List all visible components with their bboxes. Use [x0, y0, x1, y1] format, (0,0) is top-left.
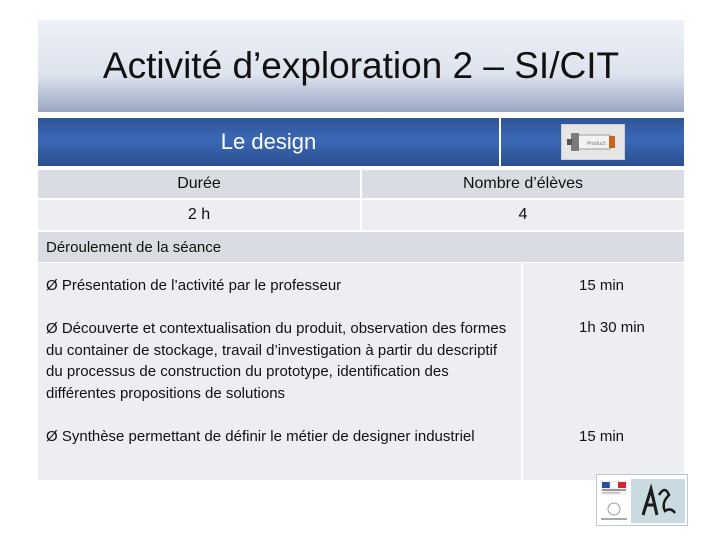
- container-prototype-icon: [565, 129, 621, 155]
- step-item: [46, 426, 516, 448]
- section-title: Déroulement de la séance: [46, 238, 222, 256]
- students-header: Nombre d’élèves: [362, 170, 684, 198]
- product-image-cell: [501, 118, 684, 166]
- product-image: [561, 124, 625, 160]
- step-item: [46, 275, 516, 297]
- header-label: Le design: [220, 129, 317, 154]
- step-duration: 1h 30 min: [579, 319, 645, 336]
- info-value-row: [38, 200, 684, 230]
- slide-title: Activité d’exploration 2 – SI/CIT: [102, 45, 620, 86]
- steps-column: [38, 263, 521, 480]
- step-text: Présentation de l’activité par le professeur: [61, 277, 342, 294]
- step-text: Synthèse permettant de définir le métier de designer industriel: [61, 428, 475, 445]
- info-header-row: [38, 170, 684, 198]
- arrow-bullet-icon: Ø: [46, 428, 58, 445]
- arrow-bullet-icon: Ø: [46, 320, 58, 337]
- step-text: Découverte et contextualisation du produit, observation des formes du container de stockage, travail d’investigation à partir du descriptif du processus de construction du prototype, identification des différentes propositions de solutions: [46, 320, 507, 402]
- durations-column: [523, 263, 684, 480]
- slide-title-box: [38, 20, 684, 112]
- school-logo: [596, 474, 688, 526]
- section-header: [38, 232, 684, 262]
- header-cell: [38, 118, 499, 166]
- academy-logo-icon: [597, 475, 687, 525]
- product-image-label: Product: [586, 141, 606, 147]
- arrow-bullet-icon: Ø: [46, 277, 58, 294]
- duration-header: Durée: [38, 170, 360, 198]
- students-value: 4: [362, 200, 684, 230]
- step-duration: 15 min: [579, 428, 625, 445]
- step-item: [46, 318, 516, 404]
- header-row: [38, 118, 684, 166]
- step-duration: 15 min: [579, 277, 625, 294]
- duration-value: 2 h: [38, 200, 360, 230]
